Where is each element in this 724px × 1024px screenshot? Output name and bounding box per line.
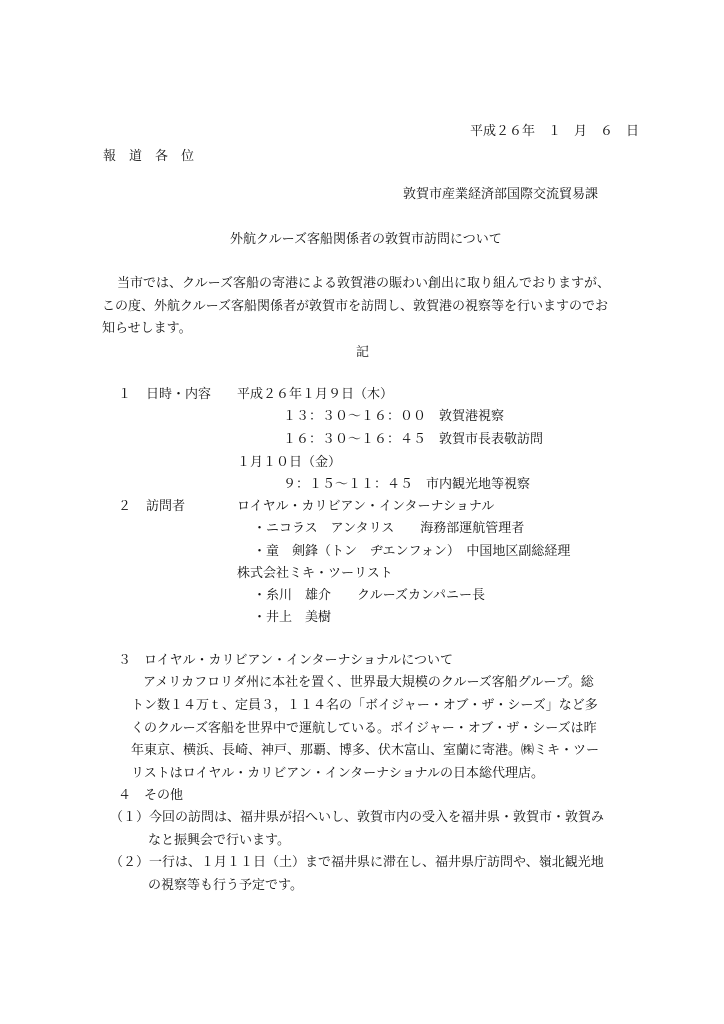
item2-person-4: ・井上 美樹 bbox=[253, 610, 332, 625]
item1-schedule-3: ９：１５～１１：４５ 市内観光地等視察 bbox=[283, 477, 531, 492]
item4-heading: ４ その他 bbox=[118, 788, 184, 803]
item1-date-1: 平成２６年１月９日（木） bbox=[237, 387, 394, 402]
item1-schedule-2: １６：３０～１６：４５ 敦賀市長表敬訪問 bbox=[283, 432, 544, 447]
item2-person-1: ・ニコラス アンタリス 海務部運航管理者 bbox=[253, 521, 525, 536]
item1-date-2: １月１０日（金） bbox=[237, 455, 342, 470]
intro-line-2: この度、外航クルーズ客船関係者が敦賀市を訪問し、敦賀港の視察等を行いますのでお bbox=[102, 299, 608, 314]
item2-person-2: ・童 剣鋒（トン ヂエンフォン） 中国地区副総経理 bbox=[253, 544, 571, 559]
item2-company-2: 株式会社ミキ・ツーリスト bbox=[237, 566, 393, 581]
item4-p1-line-2: なと振興会で行います。 bbox=[148, 833, 290, 848]
item4-p1-line-1: （１）今回の訪問は、福井県が招へいし、敦賀市内の受入を福井県・敦賀市・敦賀み bbox=[110, 810, 605, 825]
sender-department: 敦賀市産業経済部国際交流貿易課 bbox=[403, 187, 599, 202]
item3-line-3: くのクルーズ客船を世界中で運航している。ボイジャー・オブ・ザ・シーズは昨 bbox=[131, 721, 597, 736]
date: 平成２６年 １ 月 ６ 日 bbox=[470, 124, 640, 139]
item4-p2-line-2: の視察等も行う予定です。 bbox=[148, 878, 303, 893]
document-title: 外航クルーズ客船関係者の敦賀市訪問について bbox=[230, 232, 502, 247]
item1-schedule-1: １３：３０～１６：００ 敦賀港視察 bbox=[283, 409, 505, 424]
item3-line-4: 年東京、横浜、長崎、神戸、那覇、博多、伏木富山、室蘭に寄港。㈱ミキ・ツー bbox=[131, 743, 600, 758]
item2-number: ２ bbox=[118, 499, 132, 514]
intro-line-1: 当市では、クルーズ客船の寄港による敦賀港の賑わい創出に取り組んでおりますが、 bbox=[117, 276, 610, 291]
item1-label: 日時・内容 bbox=[146, 387, 212, 402]
item3-line-5: リストはロイヤル・カリビアン・インターナショナルの日本総代理店。 bbox=[131, 766, 545, 781]
item4-p2-line-1: （２）一行は、１月１１日（土）まで福井県に滞在し、福井県庁訪問や、嶺北観光地 bbox=[110, 855, 604, 870]
item3-line-2: トン数１４万ｔ、定員３，１１４名の「ボイジャー・オブ・ザ・シーズ」など多 bbox=[131, 698, 598, 713]
item2-label: 訪問者 bbox=[146, 499, 186, 514]
item2-person-3: ・糸川 雄介 クルーズカンパニー長 bbox=[253, 588, 486, 603]
item1-number: １ bbox=[118, 387, 132, 402]
intro-line-3: 知らせします。 bbox=[102, 321, 192, 336]
item2-company-1: ロイヤル・カリビアン・インターナショナル bbox=[237, 499, 495, 514]
ki-marker: 記 bbox=[356, 345, 370, 360]
item3-line-1: アメリカフロリダ州に本社を置く、世界最大規模のクルーズ客船グループ。総 bbox=[143, 675, 594, 690]
item3-heading: ３ ロイヤル・カリビアン・インターナショナルについて bbox=[118, 653, 454, 668]
recipient: 報 道 各 位 bbox=[103, 149, 195, 164]
